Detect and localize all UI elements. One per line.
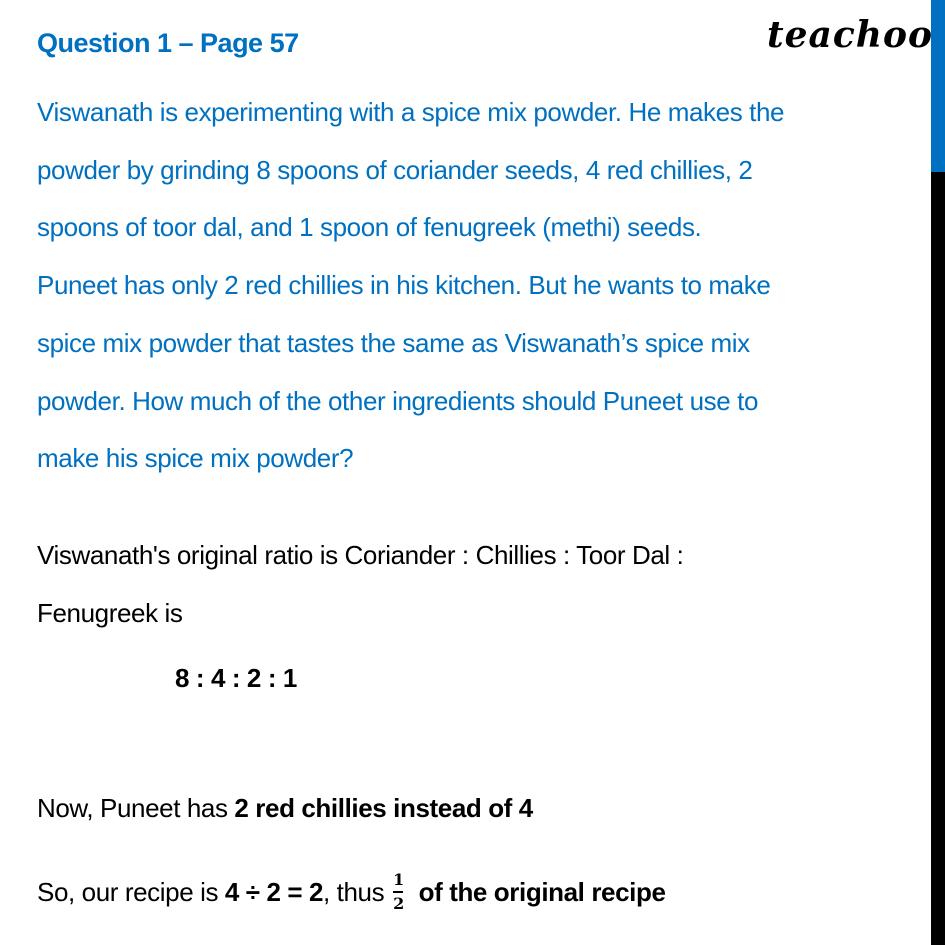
ratio-intro-line1: Viswanath's original ratio is Coriander : Chillies : Toor Dal :: [37, 540, 684, 570]
fraction-denominator: 2: [393, 894, 404, 913]
question-line: make his spice mix powder?: [37, 443, 354, 474]
question-line: powder. How much of the other ingredients should Puneet use to: [37, 385, 758, 416]
fraction-one-half: [393, 872, 404, 912]
so-statement: [37, 870, 666, 914]
question-line: spice mix powder that tastes the same as Viswanath’s spice mix: [37, 327, 750, 358]
so-tail: of the original recipe: [418, 876, 666, 907]
question-title: Question 1 – Page 57: [37, 28, 299, 58]
fraction-bar: [393, 891, 403, 893]
teachoo-logo: teachoo: [767, 14, 933, 56]
so-mid: , thus: [323, 876, 385, 907]
fraction-numerator: 1: [393, 870, 404, 889]
question-line: powder by grinding 8 spoons of coriander seeds, 4 red chillies, 2: [37, 154, 753, 185]
question-line: Puneet has only 2 red chillies in his kitchen. But he wants to make: [37, 270, 771, 301]
now-statement: [37, 793, 533, 824]
now-bold: 2 red chillies instead of 4: [234, 793, 533, 823]
so-prefix: So, our recipe is: [37, 876, 225, 907]
so-calc: 4 ÷ 2 = 2: [224, 876, 324, 907]
ratio-value: 8 : 4 : 2 : 1: [175, 663, 297, 693]
side-accent-bar: [931, 0, 945, 172]
question-text: [37, 84, 917, 488]
ratio-intro-line2: Fenugreek is: [37, 598, 183, 628]
question-line: spoons of toor dal, and 1 spoon of fenugreek (methi) seeds.: [37, 212, 702, 243]
side-dark-bar: [931, 172, 945, 945]
question-line: Viswanath is experimenting with a spice mix powder. He makes the: [37, 97, 785, 127]
now-prefix: Now, Puneet has: [37, 793, 235, 823]
